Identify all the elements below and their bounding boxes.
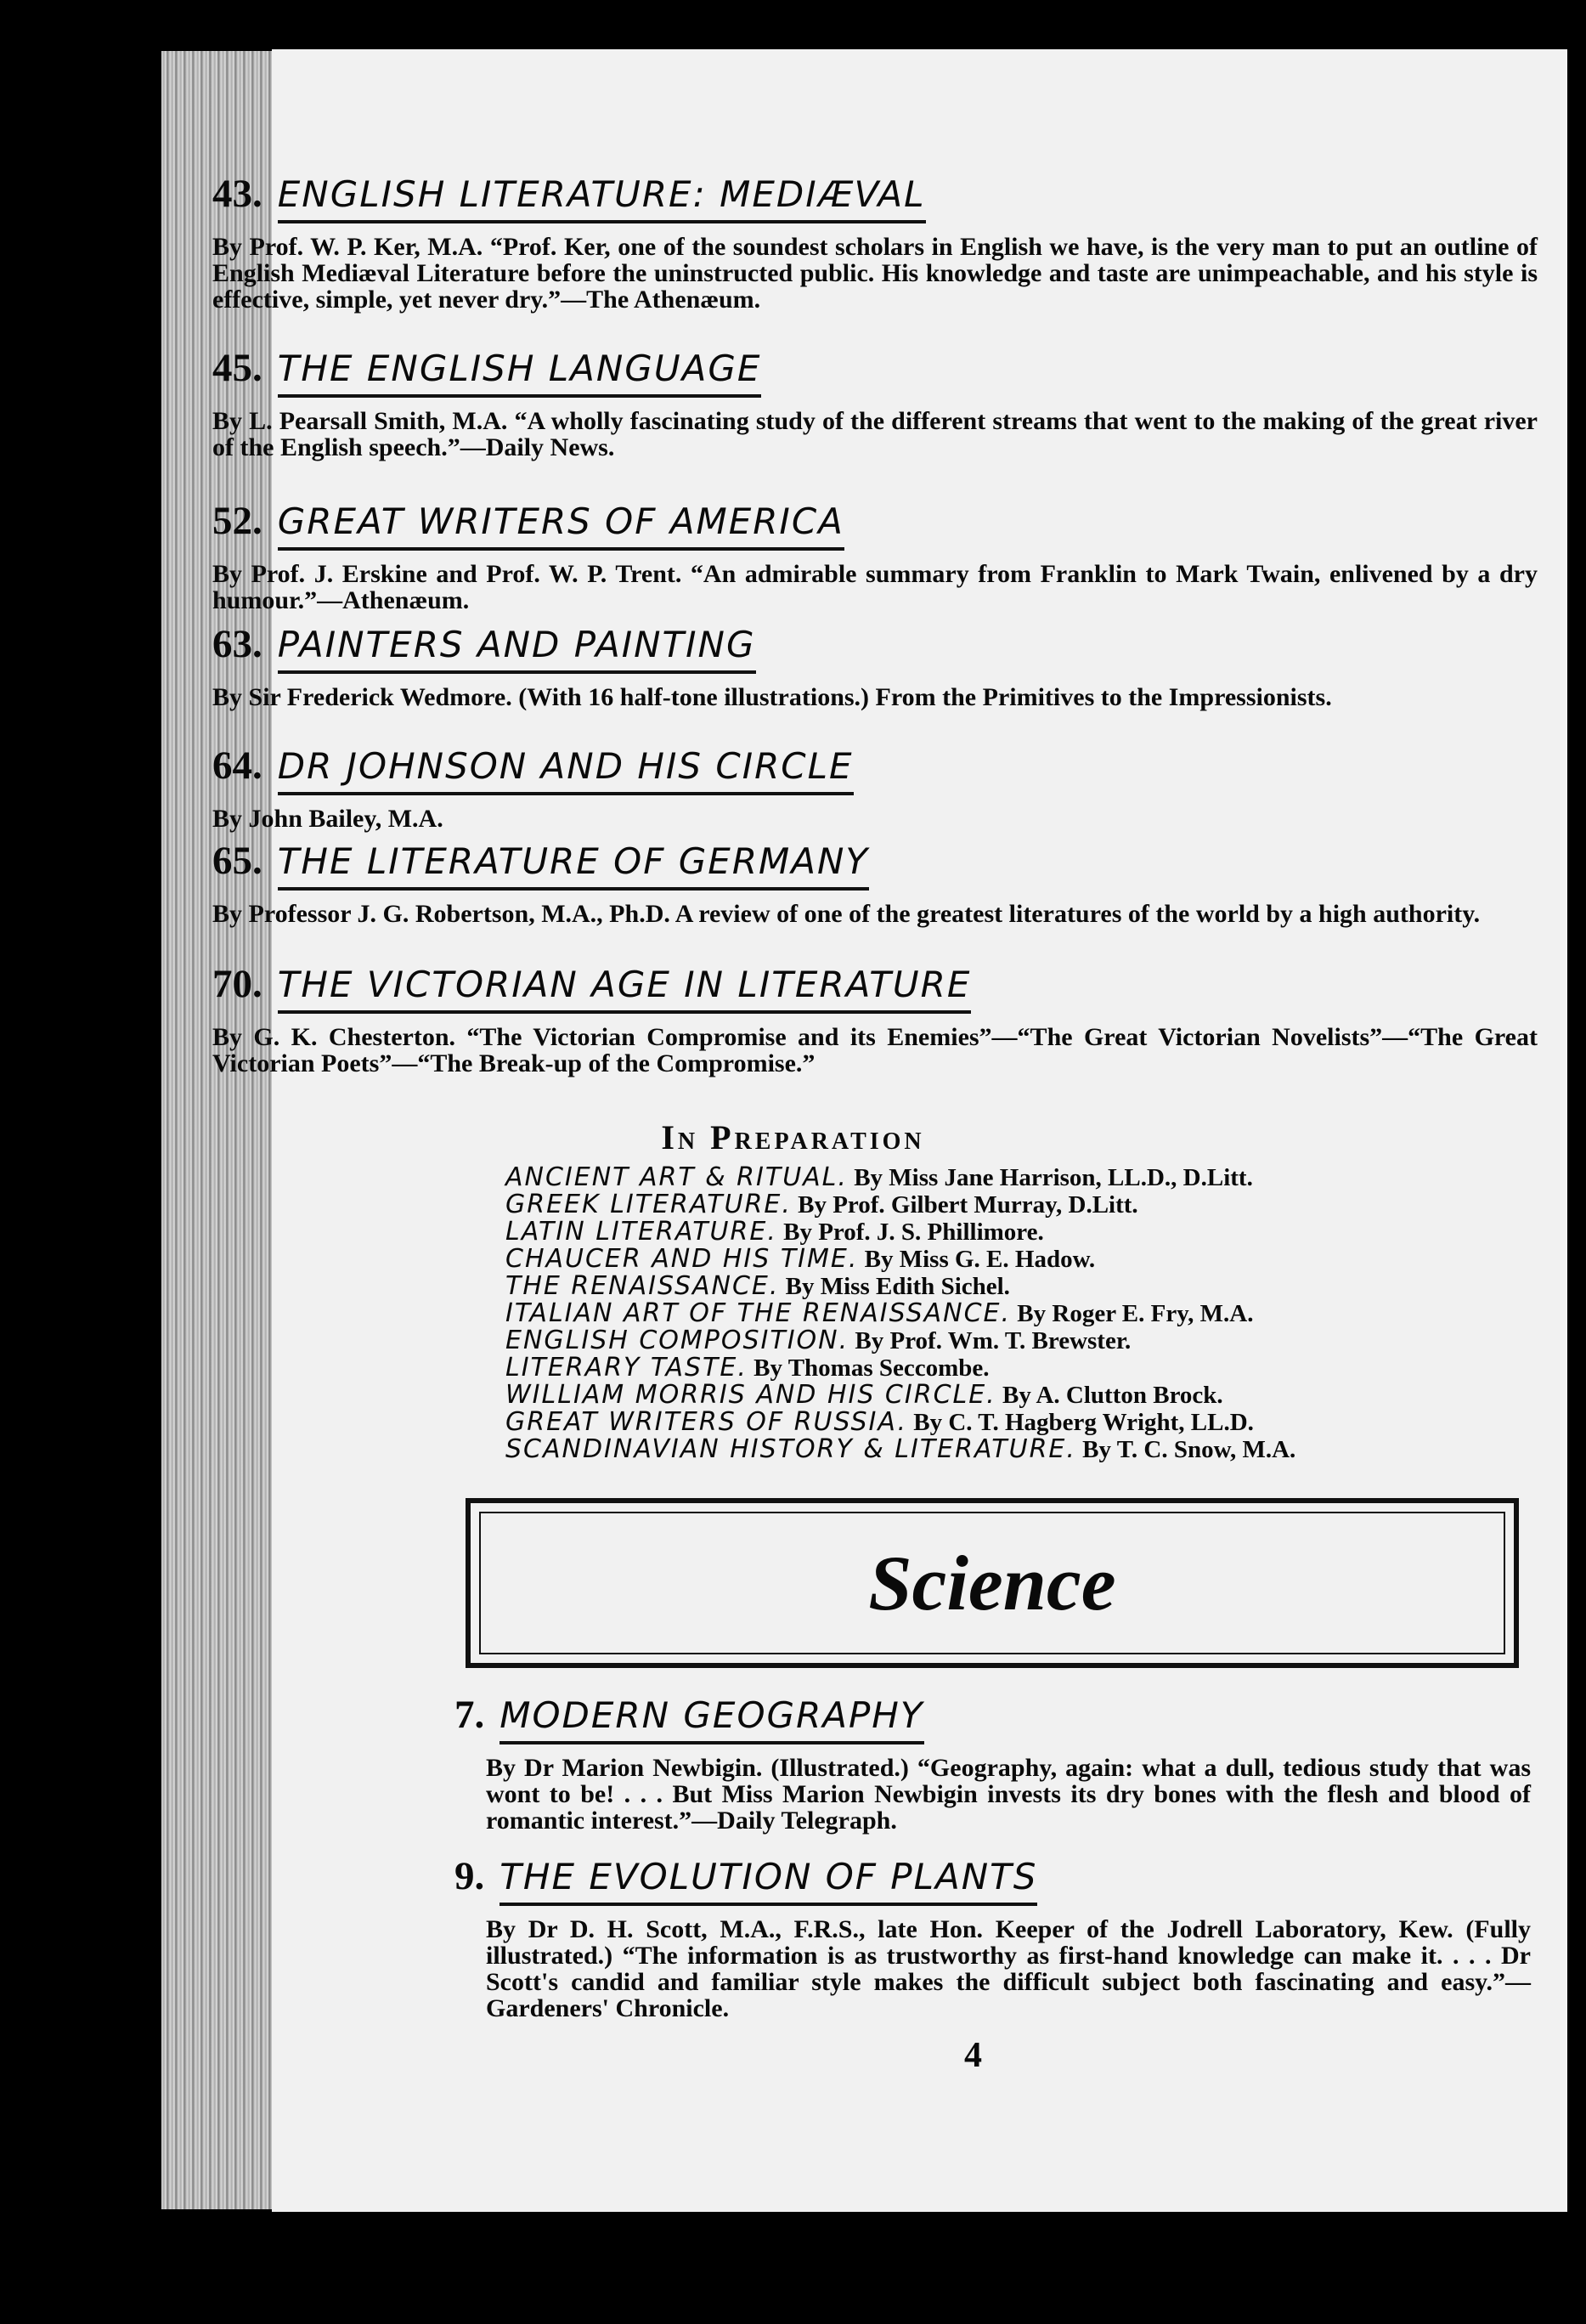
prep-author: By Thomas Seccombe. <box>753 1354 990 1382</box>
entry-number: 52. <box>212 499 262 543</box>
list-item <box>505 1409 1567 1436</box>
entry-heading <box>212 837 1546 891</box>
list-item <box>505 1327 1567 1354</box>
prep-title: GREEK LITERATURE. <box>505 1190 792 1219</box>
science-heading: Science <box>868 1540 1116 1626</box>
prep-author: By Miss G. E. Hadow. <box>864 1246 1096 1273</box>
series-entry <box>212 742 1546 832</box>
series-entry <box>212 620 1546 710</box>
entry-title: MODERN GEOGRAPHY <box>500 1692 923 1744</box>
prep-title: GREAT WRITERS OF RUSSIA. <box>505 1407 907 1437</box>
entry-title: ENGLISH LITERATURE: MEDIÆVAL <box>278 171 926 223</box>
entry-heading <box>212 497 1546 551</box>
entry-description: By Professor J. G. Robertson, M.A., Ph.D. A review of one of the greatest literatures of the world by a high authority. <box>212 900 1481 928</box>
entry-heading <box>212 620 1546 674</box>
list-item <box>505 1273 1567 1300</box>
list-item <box>505 1164 1567 1191</box>
entry-heading <box>212 960 1546 1014</box>
entry-heading <box>212 170 1546 223</box>
entry-title: THE VICTORIAN AGE IN LITERATURE <box>278 961 972 1014</box>
entry-title: THE EVOLUTION OF PLANTS <box>500 1853 1037 1906</box>
list-item <box>505 1219 1567 1246</box>
entry-title: THE ENGLISH LANGUAGE <box>278 345 762 398</box>
entry-number: 70. <box>212 962 262 1006</box>
entry-description: By Dr Marion Newbigin. (Illustrated.) “Geography, again: what a dull, tedious study that was wont to be! . . . But Miss Marion Newbigin invests its dry bones with the flesh and blood of romantic interest.”—Daily Telegraph. <box>486 1754 1531 1835</box>
entry-description: By Prof. J. Erskine and Prof. W. P. Trent. “An admirable summary from Franklin to Mark Twain, enlivened by a dry humour.”—Athenæum. <box>212 560 1538 614</box>
prep-author: By Prof. J. S. Phillimore. <box>783 1219 1044 1246</box>
entry-number: 7. <box>454 1693 485 1737</box>
entry-number: 65. <box>212 839 262 883</box>
entry-description: By John Bailey, M.A. <box>212 805 443 833</box>
science-section-banner <box>466 1498 1519 1668</box>
entry-number: 63. <box>212 622 262 666</box>
entry-description: By L. Pearsall Smith, M.A. “A wholly fascinating study of the different streams that went to the making of the great river of the English speech.”—Daily News. <box>212 407 1538 461</box>
entry-description: By Prof. W. P. Ker, M.A. “Prof. Ker, one of the soundest scholars in English we have, is the very man to put an outline of English Mediæval Literature before the uninstructed public. His knowledge and taste are unimpeachable, and his style is effective, simple, yet never dry.”—The Athenæum. <box>212 233 1538 314</box>
entry-number: 45. <box>212 346 262 390</box>
entry-number: 9. <box>454 1854 485 1898</box>
entry-heading <box>454 1691 1533 1744</box>
series-entry <box>212 170 1546 313</box>
series-entry <box>212 837 1546 927</box>
list-item <box>505 1191 1567 1219</box>
series-entry <box>454 1852 1533 2021</box>
list-item <box>505 1382 1567 1409</box>
entry-description: By G. K. Chesterton. “The Victorian Compromise and its Enemies”—“The Great Victorian Novelists”—“The Great Victorian Poets”—“The Break-up of the Compromise.” <box>212 1023 1538 1077</box>
in-preparation-list <box>505 1164 1567 1463</box>
series-entry <box>212 960 1546 1077</box>
prep-author: By A. Clutton Brock. <box>1002 1382 1223 1409</box>
list-item <box>505 1300 1567 1327</box>
page-number: 4 <box>964 2036 982 2075</box>
entry-number: 43. <box>212 172 262 216</box>
entry-title: DR JOHNSON AND HIS CIRCLE <box>278 743 854 795</box>
entry-number: 64. <box>212 744 262 788</box>
prep-title: ITALIAN ART OF THE RENAISSANCE. <box>505 1298 1012 1328</box>
entry-heading <box>212 344 1546 398</box>
entry-title: GREAT WRITERS OF AMERICA <box>278 498 844 551</box>
prep-author: By C. T. Hagberg Wright, LL.D. <box>913 1409 1254 1436</box>
prep-author: By T. C. Snow, M.A. <box>1082 1436 1296 1463</box>
series-entry <box>212 497 1546 614</box>
prep-author: By Roger E. Fry, M.A. <box>1017 1300 1254 1327</box>
prep-title: ENGLISH COMPOSITION. <box>505 1326 849 1355</box>
prep-title: LITERARY TASTE. <box>505 1353 748 1383</box>
prep-title: SCANDINAVIAN HISTORY & LITERATURE. <box>505 1434 1076 1464</box>
list-item <box>505 1246 1567 1273</box>
prep-title: WILLIAM MORRIS AND HIS CIRCLE. <box>505 1380 996 1410</box>
list-item <box>505 1354 1567 1382</box>
list-item <box>505 1436 1567 1463</box>
entry-heading <box>212 742 1546 795</box>
prep-title: LATIN LITERATURE. <box>505 1217 777 1247</box>
prep-author: By Miss Jane Harrison, LL.D., D.Litt. <box>854 1164 1253 1191</box>
entry-description: By Dr D. H. Scott, M.A., F.R.S., late Hon. Keeper of the Jodrell Laboratory, Kew. (Fully illustrated.) “The information is as trustworthy as first-hand knowledge can make it. . . . Dr Scott's candid and familiar style makes the difficult subject both fascinating and easy.”—Gardeners' Chronicle. <box>486 1915 1531 2022</box>
series-entry <box>454 1691 1533 1834</box>
prep-author: By Miss Edith Sichel. <box>785 1273 1010 1300</box>
in-preparation-heading: In Preparation <box>661 1118 925 1156</box>
prep-title: ANCIENT ART & RITUAL. <box>505 1162 848 1192</box>
entry-description: By Sir Frederick Wedmore. (With 16 half-tone illustrations.) From the Primitives to the Impressionists. <box>212 683 1332 711</box>
prep-author: By Prof. Gilbert Murray, D.Litt. <box>798 1191 1138 1219</box>
entry-title: PAINTERS AND PAINTING <box>278 621 756 674</box>
prep-title: CHAUCER AND HIS TIME. <box>505 1244 859 1274</box>
entry-title: THE LITERATURE OF GERMANY <box>278 838 869 891</box>
entry-heading <box>454 1852 1533 1906</box>
series-entry <box>212 344 1546 461</box>
prep-author: By Prof. Wm. T. Brewster. <box>855 1327 1132 1354</box>
prep-title: THE RENAISSANCE. <box>505 1271 780 1301</box>
